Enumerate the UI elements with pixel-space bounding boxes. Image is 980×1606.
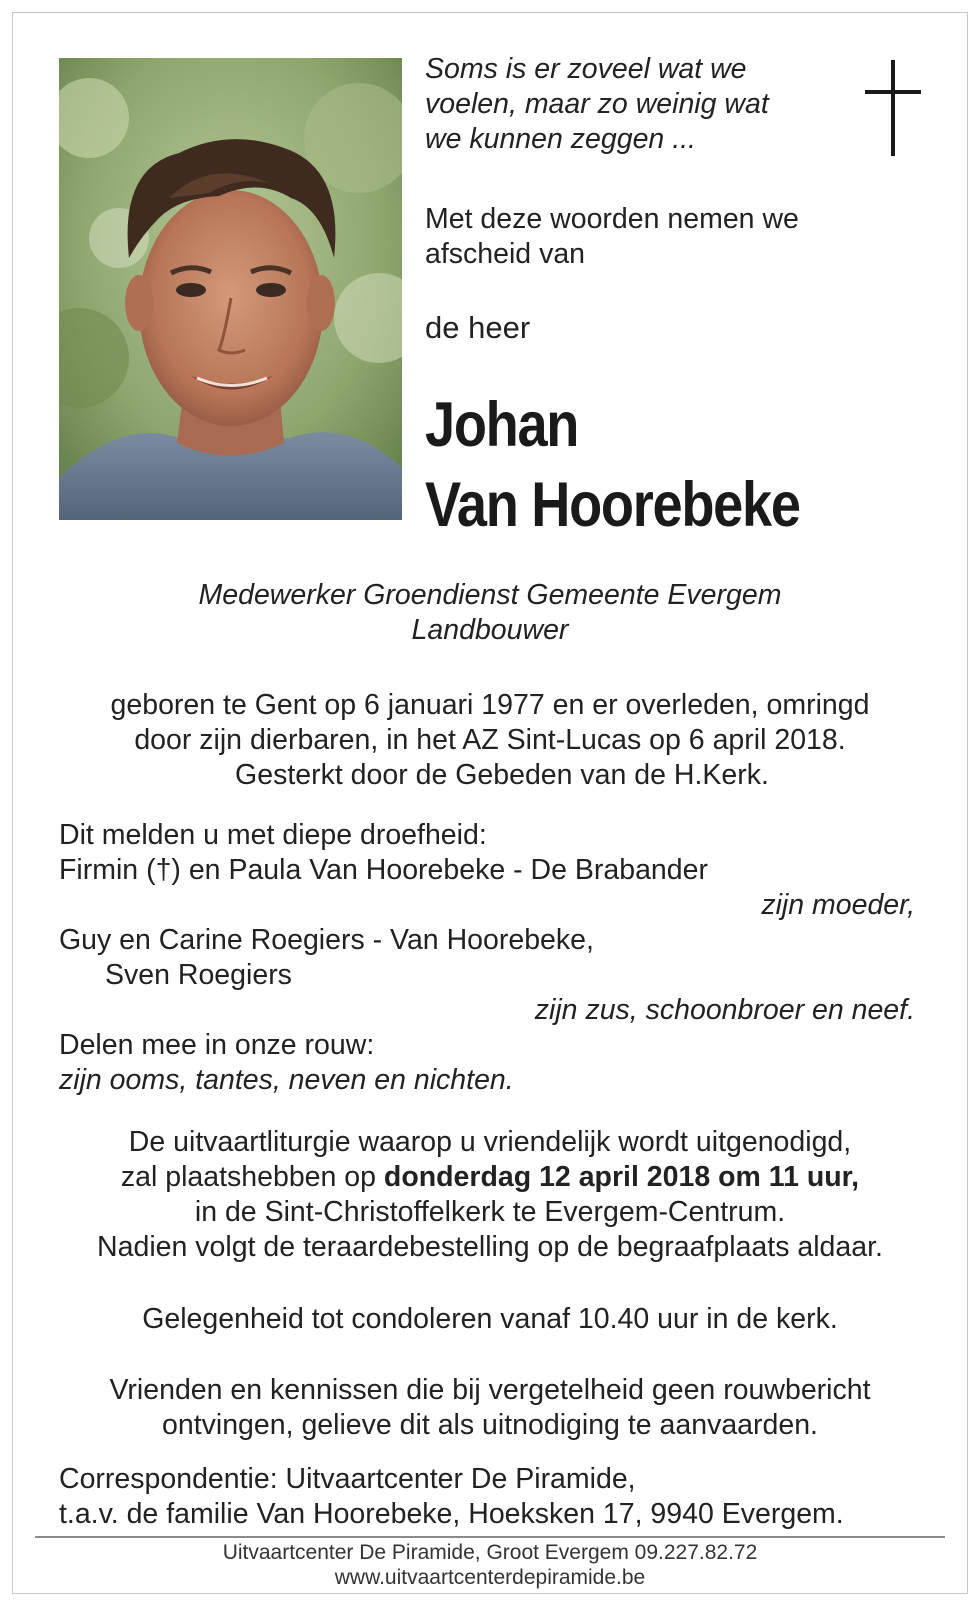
portrait-photo bbox=[59, 58, 402, 520]
occupation-line: Landbouwer bbox=[411, 614, 569, 646]
first-name: Johan bbox=[425, 390, 579, 460]
details-line: door zijn dierbaren, in het AZ Sint-Lucas op 6 april 2018. bbox=[134, 724, 846, 756]
friends-notice bbox=[0, 1373, 980, 1443]
parents-names: Firmin (†) en Paula Van Hoorebeke - De Brabander bbox=[59, 854, 708, 886]
correspondence-address bbox=[59, 1462, 929, 1532]
condolence-info: Gelegenheid tot condoleren vanaf 10.40 uur in de kerk. bbox=[142, 1303, 838, 1335]
opening-quote bbox=[425, 52, 855, 157]
sister-relation: zijn zus, schoonbroer en neef. bbox=[534, 994, 915, 1026]
intro-line: afscheid van bbox=[425, 238, 586, 270]
funeral-date-prefix: zal plaatshebben op bbox=[120, 1161, 384, 1193]
birth-death-details bbox=[0, 688, 980, 793]
funeral-line: Nadien volgt de teraardebestelling op de begraafplaats aldaar. bbox=[97, 1231, 883, 1263]
footer-divider bbox=[35, 1536, 945, 1538]
address-line: Correspondentie: Uitvaartcenter De Piramide, bbox=[59, 1463, 636, 1495]
address-line: t.a.v. de familie Van Hoorebeke, Hoeksken 17, 9940 Evergem. bbox=[59, 1498, 844, 1530]
parents-relation: zijn moeder, bbox=[761, 889, 915, 921]
family-heading: Dit melden u met diepe droefheid: bbox=[59, 819, 487, 851]
footer-contact: Uitvaartcenter De Piramide, Groot Evergem 09.227.82.72 bbox=[222, 1541, 758, 1564]
nephew-name: Sven Roegiers bbox=[105, 959, 292, 991]
footer bbox=[0, 1540, 980, 1590]
share-list: zijn ooms, tantes, neven en nichten. bbox=[59, 1064, 514, 1096]
intro-text bbox=[425, 202, 865, 272]
deceased-name bbox=[425, 385, 872, 545]
funeral-details bbox=[0, 1125, 980, 1265]
funeral-line: De uitvaartliturgie waarop u vriendelijk wordt uitgenodigd, bbox=[128, 1126, 852, 1158]
share-heading: Delen mee in onze rouw: bbox=[59, 1029, 375, 1061]
quote-line: we kunnen zeggen ... bbox=[425, 123, 696, 155]
details-line: Gesterkt door de Gebeden van de H.Kerk. bbox=[235, 759, 769, 791]
funeral-date-line bbox=[0, 1160, 980, 1195]
salutation: de heer bbox=[425, 310, 531, 345]
occupations bbox=[0, 578, 980, 648]
funeral-line: in de Sint-Christoffelkerk te Evergem-Centrum. bbox=[194, 1196, 786, 1228]
notice-line: ontvingen, gelieve dit als uitnodiging te aanvaarden. bbox=[162, 1409, 818, 1441]
intro-line: Met deze woorden nemen we bbox=[425, 203, 799, 235]
family-announcement bbox=[59, 818, 915, 1098]
occupation-line: Medewerker Groendienst Gemeente Evergem bbox=[198, 579, 782, 611]
last-name: Van Hoorebeke bbox=[425, 470, 800, 540]
footer-website: www.uitvaartcenterdepiramide.be bbox=[334, 1566, 646, 1589]
quote-line: voelen, maar zo weinig wat bbox=[425, 88, 769, 120]
sister-names: Guy en Carine Roegiers - Van Hoorebeke, bbox=[59, 924, 594, 956]
cross-icon bbox=[865, 60, 925, 160]
funeral-date: donderdag 12 april 2018 om 11 uur, bbox=[383, 1161, 860, 1193]
details-line: geboren te Gent op 6 januari 1977 en er overleden, omringd bbox=[110, 689, 870, 721]
notice-line: Vrienden en kennissen die bij vergetelheid geen rouwbericht bbox=[109, 1374, 871, 1406]
quote-line: Soms is er zoveel wat we bbox=[425, 53, 747, 85]
